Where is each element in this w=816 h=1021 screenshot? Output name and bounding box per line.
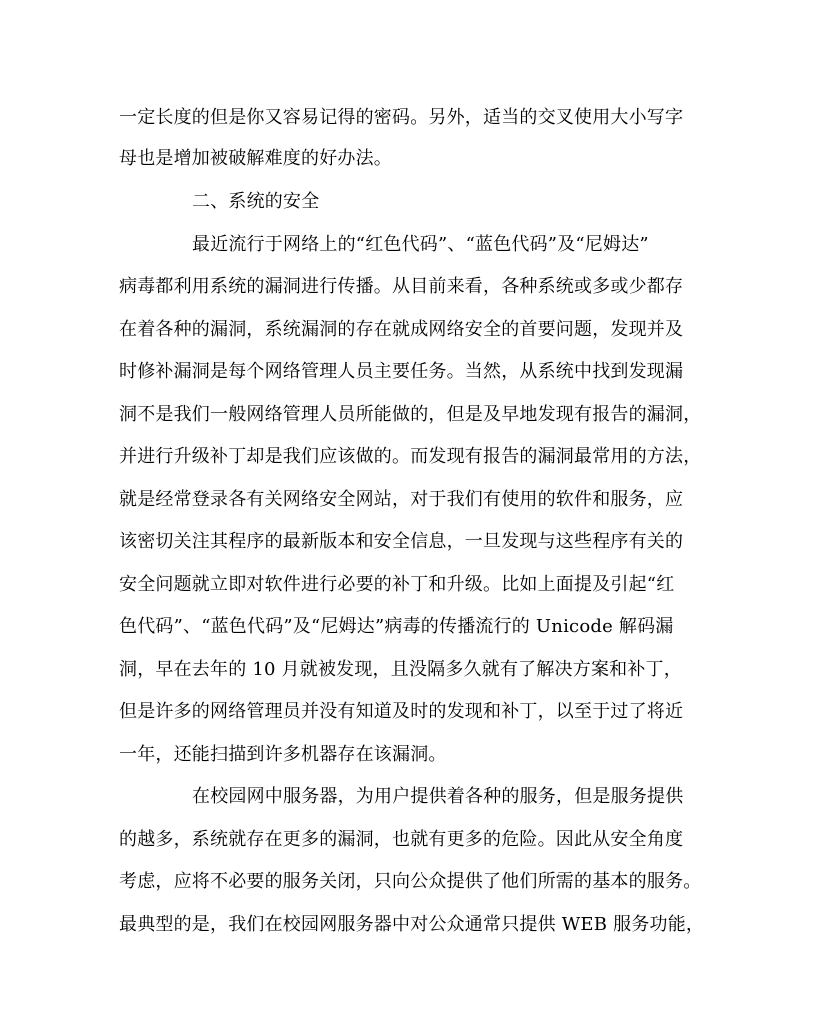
paragraph-line: 一定长度的但是你又容易记得的密码。另外，适当的交叉使用大小写字 [119,107,684,128]
paragraph-line: 最典型的是，我们在校园网服务器中对公众通常只提供 WEB 服务功能， [119,914,705,935]
paragraph-line: 就是经常登录各有关网络安全网站，对于我们有使用的软件和服务，应 [119,489,684,510]
paragraph-line: 的越多，系统就存在更多的漏洞，也就有更多的危险。因此从安全角度 [119,829,684,850]
paragraph-line: 安全问题就立即对软件进行必要的补丁和升级。比如上面提及引起“红 [119,574,675,595]
section-heading: 二、系统的安全 [192,191,320,212]
paragraph-line: 色代码”、“蓝色代码”及“尼姆达”病毒的传播流行的 Unicode 解码漏 [119,616,674,637]
paragraph-line: 但是许多的网络管理员并没有知道及时的发现和补丁，以至于过了将近 [119,701,684,722]
paragraph-line: 病毒都利用系统的漏洞进行传播。从目前来看，各种系统或多或少都存 [119,276,684,297]
paragraph-line: 时修补漏洞是每个网络管理人员主要任务。当然，从系统中找到发现漏 [119,361,684,382]
paragraph-line: 洞，早在去年的 10 月就被发现，且没隔多久就有了解决方案和补丁， [119,659,682,680]
paragraph-line: 一年，还能扫描到许多机器存在该漏洞。 [119,744,447,765]
paragraph-line: 母也是增加被破解难度的好办法。 [119,148,392,169]
paragraph-line: 该密切关注其程序的最新版本和安全信息，一旦发现与这些程序有关的 [119,531,684,552]
paragraph-line: 并进行升级补丁却是我们应该做的。而发现有报告的漏洞最常用的方法， [119,446,702,467]
paragraph-line: 在校园网中服务器，为用户提供着各种的服务，但是服务提供 [192,786,684,807]
paragraph-line: 考虑，应将不必要的服务关闭，只向公众提供了他们所需的基本的服务。 [119,871,702,892]
paragraph-line: 在着各种的漏洞，系统漏洞的存在就成网络安全的首要问题，发现并及 [119,319,684,340]
paragraph-line: 最近流行于网络上的“红色代码”、“蓝色代码”及“尼姆达” [192,234,649,255]
paragraph-line: 洞不是我们一般网络管理人员所能做的，但是及早地发现有报告的漏洞， [119,404,702,425]
